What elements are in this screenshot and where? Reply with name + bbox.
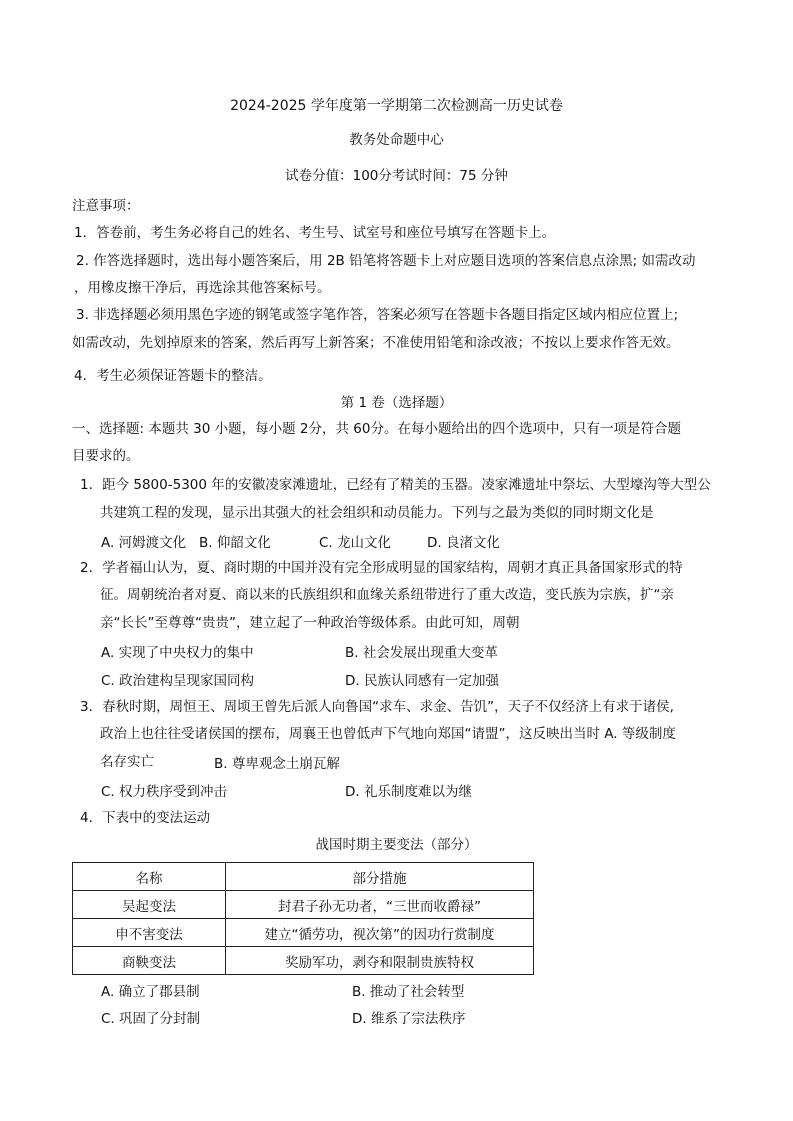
question-2-text: 亲“长长”至尊尊“贵贵”，建立起了一种政治等级体系。由此可知，周朝 xyxy=(100,615,520,631)
table-header-cell: 名称 xyxy=(73,863,226,891)
option-d: D. 维系了宗法秩序 xyxy=(352,1011,466,1027)
table-cell: 奖励军功，剥夺和限制贵族特权 xyxy=(226,947,534,975)
section-intro: 目要求的。 xyxy=(72,448,140,464)
option-c: C. 巩固了分封制 xyxy=(101,1011,201,1027)
note-item: 2. 作答选择题时，选出每小题答案后，用 2B 铅笔将答题卡上对应题目选项的答案信息点涂黑; 如需改动 xyxy=(76,253,696,269)
issuer-label: 教务处命题中心 xyxy=(349,132,444,148)
question-1-text: 1．距今 5800-5300 年的安徽凌家滩遗址，已经有了精美的玉器。凌家滩遗址中祭坛、大型壕沟等大型公 xyxy=(80,477,711,493)
table-cell: 封君子孙无功者，“三世而收爵禄” xyxy=(226,891,534,919)
note-item: ，用橡皮擦干净后，再选涂其他答案标号。 xyxy=(74,280,331,296)
option-b: B. 尊卑观念土崩瓦解 xyxy=(214,756,340,772)
exam-title: 2024-2025 学年度第一学期第二次检测高一历史试卷 xyxy=(230,98,563,114)
question-1-text: 共建筑工程的发现，显示出其强大的社会组织和动员能力。下列与之最为类似的同时期文化是 xyxy=(100,505,654,521)
table-cell: 商鞅变法 xyxy=(73,947,226,975)
option-d: D. 良渚文化 xyxy=(427,535,500,551)
exam-meta: 试卷分值：100分考试时间：75 分钟 xyxy=(285,168,508,184)
option-d: D. 民族认同感有一定加强 xyxy=(345,673,499,689)
option-c: C. 龙山文化 xyxy=(319,535,392,551)
table-cell: 吴起变法 xyxy=(73,891,226,919)
option-d: D. 礼乐制度难以为继 xyxy=(345,784,472,800)
option-c: C. 权力秩序受到冲击 xyxy=(101,784,228,800)
note-item: 1．答卷前，考生务必将自己的姓名、考生号、试室号和座位号填写在答题卡上。 xyxy=(74,225,556,241)
note-item: 4．考生必须保证答题卡的整洁。 xyxy=(74,368,272,384)
option-c: C. 政治建构呈现家国同构 xyxy=(101,673,255,689)
notes-heading: 注意事项： xyxy=(72,198,140,214)
option-b: B. 社会发展出现重大变革 xyxy=(345,645,498,661)
option-a: A. 河姆渡文化 xyxy=(101,535,187,551)
table-row xyxy=(73,919,534,947)
reform-table xyxy=(72,862,534,975)
section-title: 第 1 卷（选择题） xyxy=(340,395,453,411)
question-2-text: 2．学者福山认为，夏、商时期的中国并没有完全形成明显的国家结构，周朝才真正具备国家形式的特 xyxy=(80,560,683,576)
table-cell: 申不害变法 xyxy=(73,919,226,947)
question-4-text: 4．下表中的变法运动 xyxy=(80,810,211,826)
note-item: 如需改动，先划掉原来的答案，然后再写上新答案；不准使用铅笔和涂改液；不按以上要求作答无效。 xyxy=(72,335,680,351)
question-2-text: 征。周朝统治者对夏、商以来的氏族组织和血缘关系纽带进行了重大改造，变氏族为宗族，扩“亲 xyxy=(100,587,674,603)
option-a: A. 确立了郡县制 xyxy=(101,984,200,1000)
question-3-text: 政治上也往往受诸侯国的摆布，周襄王也曾低声下气地向郑国“请盟”，这反映出当时 A. 等级制度 xyxy=(100,726,676,742)
question-3-text: 3．春秋时期，周恒王、周顷王曾先后派人向鲁国“求车、求金、告饥”，天子不仅经济上有求于诸侯, xyxy=(80,699,674,715)
option-b: B. 仰韶文化 xyxy=(199,535,271,551)
table-cell: 建立“循劳功，视次第”的因功行赏制度 xyxy=(226,919,534,947)
option-b: B. 推动了社会转型 xyxy=(352,984,465,1000)
table-row xyxy=(73,947,534,975)
section-intro: 一、选择题: 本题共 30 小题，每小题 2分，共 60分。在每小题给出的四个选项中，只有一项是符合题 xyxy=(72,421,681,437)
question-3-text: 名存实亡 xyxy=(100,754,154,770)
option-a: A. 实现了中央权力的集中 xyxy=(101,645,254,661)
table-header-cell: 部分措施 xyxy=(226,863,534,891)
table-header-row xyxy=(73,863,534,891)
table-caption: 战国时期主要变法（部分） xyxy=(315,837,478,853)
note-item: 3. 非选择题必须用黑色字迹的钢笔或签字笔作答，答案必须写在答题卡各题目指定区域内相应位置上; xyxy=(76,307,679,323)
table-row xyxy=(73,891,534,919)
